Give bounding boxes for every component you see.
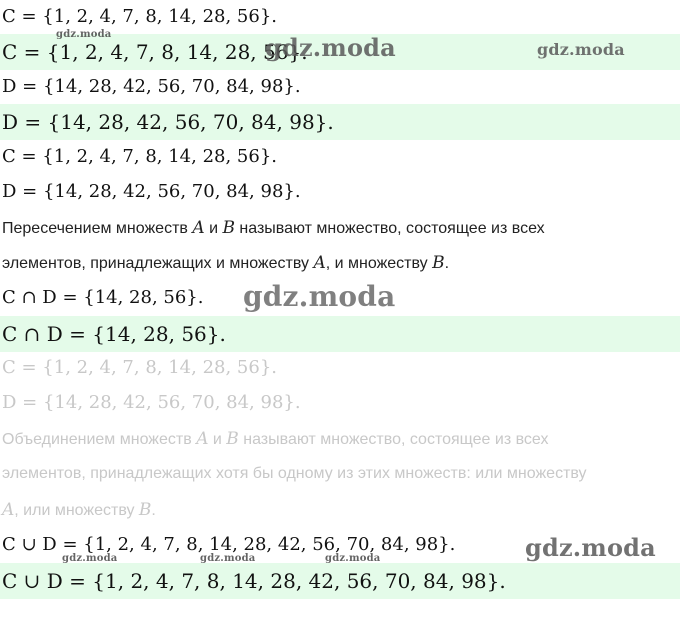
set-d-line: D = {14, 28, 42, 56, 70, 84, 98}. — [2, 76, 301, 97]
definition-text: . — [151, 502, 156, 519]
variable-b: B — [226, 429, 239, 449]
intersection-definition-line-2 — [0, 246, 680, 280]
intersection-highlighted-line: C ∩ D = {14, 28, 56}. — [0, 316, 680, 352]
set-c-line: C = {1, 2, 4, 7, 8, 14, 28, 56}. — [2, 6, 278, 27]
variable-a: A — [192, 218, 205, 238]
variable-a: A — [2, 500, 15, 520]
definition-text: Объединением множеств — [2, 431, 197, 448]
variable-b: B — [222, 218, 235, 238]
definition-text: , и множеству — [325, 255, 433, 272]
definition-text: называют множество, состоящее из всех — [238, 431, 549, 448]
union-definition-line-1 — [0, 422, 680, 456]
intersection-definition-line-1 — [0, 211, 680, 245]
union-highlighted-line: C ∪ D = {1, 2, 4, 7, 8, 14, 28, 42, 56, 70, 84, 98}. — [0, 563, 680, 599]
set-c-highlighted-line: C = {1, 2, 4, 7, 8, 14, 28, 56}. — [0, 34, 680, 70]
set-d-faded-line: D = {14, 28, 42, 56, 70, 84, 98}. — [2, 392, 301, 413]
watermark: gdz.moda — [537, 40, 625, 59]
definition-text: , или множеству — [14, 502, 139, 519]
variable-b: B — [138, 500, 152, 520]
variable-a: A — [313, 253, 326, 273]
watermark: gdz.moda — [56, 29, 112, 40]
intersection-line: C ∩ D = {14, 28, 56}. — [2, 287, 204, 308]
watermark: gdz.moda — [265, 33, 396, 62]
definition-text: и — [208, 431, 227, 448]
union-line: C ∪ D = {1, 2, 4, 7, 8, 14, 28, 42, 56, 70, 84, 98}. — [2, 534, 456, 555]
watermark: gdz.moda — [525, 533, 656, 562]
variable-b: B — [432, 253, 445, 273]
definition-text: и — [204, 220, 223, 237]
watermark: gdz.moda — [200, 553, 256, 564]
variable-a: A — [196, 429, 209, 449]
definition-text: . — [444, 255, 450, 272]
watermark: gdz.moda — [325, 553, 381, 564]
watermark: gdz.moda — [62, 553, 118, 564]
set-c-line-2: C = {1, 2, 4, 7, 8, 14, 28, 56}. — [2, 146, 278, 167]
definition-text: называют множество, состоящее из всех — [234, 220, 545, 237]
definition-text: элементов, принадлежащих и множеству — [2, 255, 314, 272]
set-d-highlighted-line: D = {14, 28, 42, 56, 70, 84, 98}. — [0, 104, 680, 140]
union-definition-line-3 — [0, 493, 680, 527]
set-c-faded-line: C = {1, 2, 4, 7, 8, 14, 28, 56}. — [2, 357, 278, 378]
set-d-line-2: D = {14, 28, 42, 56, 70, 84, 98}. — [2, 181, 301, 202]
watermark: gdz.moda — [243, 280, 396, 313]
union-definition-line-2: элементов, принадлежащих хотя бы одному из этих множеств: или множеству — [2, 465, 587, 482]
definition-text: Пересечением множеств — [2, 220, 193, 237]
